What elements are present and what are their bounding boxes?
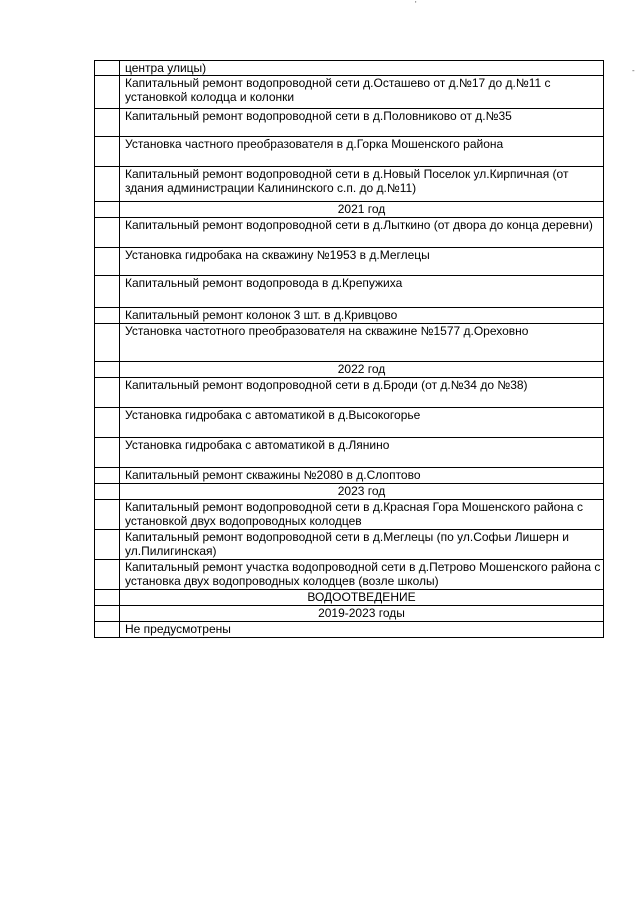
row-number-cell (95, 248, 120, 276)
table-row (95, 378, 604, 408)
section-header-text: ВОДООТВЕДЕНИЕ (120, 590, 604, 606)
section-header-text: 2019-2023 годы (120, 606, 604, 622)
row-number-cell (95, 378, 120, 408)
table-row (95, 137, 604, 167)
table-row (95, 76, 604, 109)
table-row (95, 408, 604, 438)
row-description: центра улицы) (120, 61, 604, 76)
row-number-cell (95, 530, 120, 560)
section-header-row (95, 590, 604, 606)
table-row (95, 109, 604, 137)
row-description: Установка частотного преобразователя на скважине №1577 д.Ореховно (120, 324, 604, 362)
row-description: Установка гидробака на скважину №1953 в д.Меглецы (120, 248, 604, 276)
row-description: Не предусмотрены (120, 622, 604, 638)
row-description: Капитальный ремонт водопроводной сети в д.Меглецы (по ул.Софьи Лишерн и ул.Пилигинская) (120, 530, 604, 560)
row-number-cell (95, 61, 120, 76)
table-row (95, 308, 604, 324)
row-number-cell (95, 590, 120, 606)
table-row (95, 500, 604, 530)
row-description: Капитальный ремонт водопроводной сети в д.Броди (от д.№34 до №38) (120, 378, 604, 408)
row-number-cell (95, 408, 120, 438)
row-description: Капитальный ремонт водопроводной сети в д.Половниково от д.№35 (120, 109, 604, 137)
row-description: Установка частного преобразователя в д.Горка Мошенского района (120, 137, 604, 167)
row-number-cell (95, 202, 120, 218)
table-row (95, 530, 604, 560)
row-number-cell (95, 167, 120, 202)
row-number-cell (95, 438, 120, 468)
table-row (95, 248, 604, 276)
section-header-row (95, 362, 604, 378)
row-number-cell (95, 484, 120, 500)
section-header-text: 2022 год (120, 362, 604, 378)
row-description: Капитальный ремонт колонок 3 шт. в д.Кривцово (120, 308, 604, 324)
row-number-cell (95, 109, 120, 137)
row-number-cell (95, 308, 120, 324)
row-description: Установка гидробака с автоматикой в д.Высокогорье (120, 408, 604, 438)
row-number-cell (95, 137, 120, 167)
row-number-cell (95, 276, 120, 308)
row-number-cell (95, 500, 120, 530)
row-description: Капитальный ремонт водопровода в д.Крепужиха (120, 276, 604, 308)
section-header-text: 2021 год (120, 202, 604, 218)
table-row (95, 167, 604, 202)
row-number-cell (95, 560, 120, 590)
section-header-text: 2023 год (120, 484, 604, 500)
projects-table-body (95, 61, 604, 638)
edge-mark: - (632, 66, 635, 75)
section-header-row (95, 202, 604, 218)
row-number-cell (95, 362, 120, 378)
table-row (95, 622, 604, 638)
row-description: Капитальный ремонт скважины №2080 в д.Слоптово (120, 468, 604, 484)
table-row (95, 61, 604, 76)
row-number-cell (95, 76, 120, 109)
table-row (95, 276, 604, 308)
row-description: Капитальный ремонт водопроводной сети в д.Новый Поселок ул.Кирпичная (от здания администрации Калининского с.п. до д.№11) (120, 167, 604, 202)
table-row (95, 218, 604, 248)
section-header-row (95, 484, 604, 500)
row-description: Установка гидробака с автоматикой в д.Лянино (120, 438, 604, 468)
row-number-cell (95, 468, 120, 484)
row-description: Капитальный ремонт участка водопроводной сети в д.Петрово Мошенского района с установка двух водопроводных колодцев (возле школы) (120, 560, 604, 590)
row-description: Капитальный ремонт водопроводной сети в д.Лыткино (от двора до конца деревни) (120, 218, 604, 248)
table-row (95, 560, 604, 590)
row-description: Капитальный ремонт водопроводной сети д.Осташево от д.№17 до д.№11 с установкой колодца и колонки (120, 76, 604, 109)
row-number-cell (95, 324, 120, 362)
table-row (95, 438, 604, 468)
row-number-cell (95, 218, 120, 248)
row-number-cell (95, 606, 120, 622)
row-description: Капитальный ремонт водопроводной сети в д.Красная Гора Мошенского района с установкой двух водопроводных колодцев (120, 500, 604, 530)
table-row (95, 324, 604, 362)
row-number-cell (95, 622, 120, 638)
table-row (95, 468, 604, 484)
section-header-row (95, 606, 604, 622)
edge-mark: ' (415, 0, 417, 9)
projects-table (94, 60, 604, 638)
